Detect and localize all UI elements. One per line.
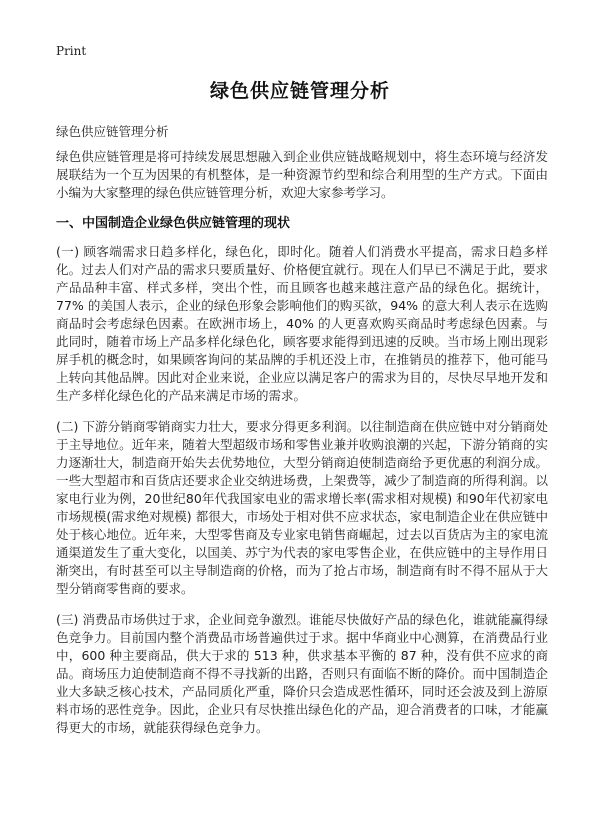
article-body — [56, 148, 548, 750]
paragraph-3: (三) 消费品市场供过于求，企业间竞争激烈。谁能尽快做好产品的绿色化，谁就能赢得绿色竞争力。目前国内整个消费品市场普遍供过于求。据中华商业中心测算，在消费品行业中，600 种主要商品，供大于求的 513 种，供求基本平衡的 87 种，没有供不应求的商品。商场压力迫使制造商不得不寻找新的出路，否则只有面临不断的降价。而中国制造企业大多缺乏核心技术，产品同质化严重，降价只会造成恶性循环，同时还会波及到上游原料市场的恶性竞争。因此，企业只有尽快推出绿色化的产品，迎合消费者的口味，才能赢得更大的市场，就能获得绿色竞争力。 — [56, 612, 548, 735]
section-heading: 一、中国制造企业绿色供应链管理的现状 — [56, 216, 291, 231]
paragraph-2: (二) 下游分销商零销商实力壮大，要求分得更多利润。以往制造商在供应链中对分销商处于主导地位。近年来，随着大型超级市场和零售业兼并收购浪潮的兴起，下游分销商的实力逐渐壮大，制造商开始失去优势地位，大型分销商迫使制造商给予更优惠的利润分成。一些大型超市和百货店还要求企业交纳进场费，上架费等，减少了制造商的所得利润。以家电行业为例，20世纪80年代我国家电业的需求增长率(需求相对规模) 和90年代初家电市场规模(需求绝对规模) 都很大，市场处于相对供不应求状态，家电制造企业在供应链中处于核心地位。近年来，大型零售商及专业家电销售商崛起，过去以百货店为主的家电流通渠道发生了重大变化，以国美、苏宁为代表的家电零售企业，在供应链中的主导作用日渐突出，有时甚至可以主导制造商的价格，而为了抢占市场，制造商有时不得不屈从于大型分销商零售商的要求。 — [56, 419, 548, 596]
page-title: 绿色供应链管理分析 — [209, 80, 390, 102]
intro-paragraph: 绿色供应链管理是将可持续发展思想融入到企业供应链战略规划中，将生态环境与经济发展联结为一个互为因果的有机整体，是一种资源节约型和综合利用型的生产方式。下面由小编为大家整理的绿色供应链管理分析，欢迎大家参考学习。 — [56, 149, 548, 200]
print-link[interactable]: Print — [56, 44, 87, 58]
page-subtitle: 绿色供应链管理分析 — [56, 124, 169, 139]
paragraph-1: (一) 顾客端需求日趋多样化，绿色化，即时化。随着人们消费水平提高，需求日趋多样化。过去人们对产品的需求只要质量好、价格便宜就行。现在人们早已不满足于此，要求产品品种丰富、样式多样，突出个性，而且顾客也越来越注意产品的绿色化。据统计，77% 的美国人表示，企业的绿色形象会影响他们的购买欲，94% 的意大利人表示在选购商品时会考虑绿色因素。在欧洲市场上，40% 的人更喜欢购买商品时考虑绿色因素。与此同时，随着市场上产品多样化绿色化，顾客要求能得到迅速的反映。当市场上刚出现彩屏手机的概念时，如果顾客询问的某品牌的手机还没上市，在推销员的推荐下，他可能马上转向其他品牌。因此对企业来说，企业应以满足客户的需求为目的，尽快尽早地开发和生产多样化绿色化的产品来满足市场的需求。 — [56, 244, 548, 403]
